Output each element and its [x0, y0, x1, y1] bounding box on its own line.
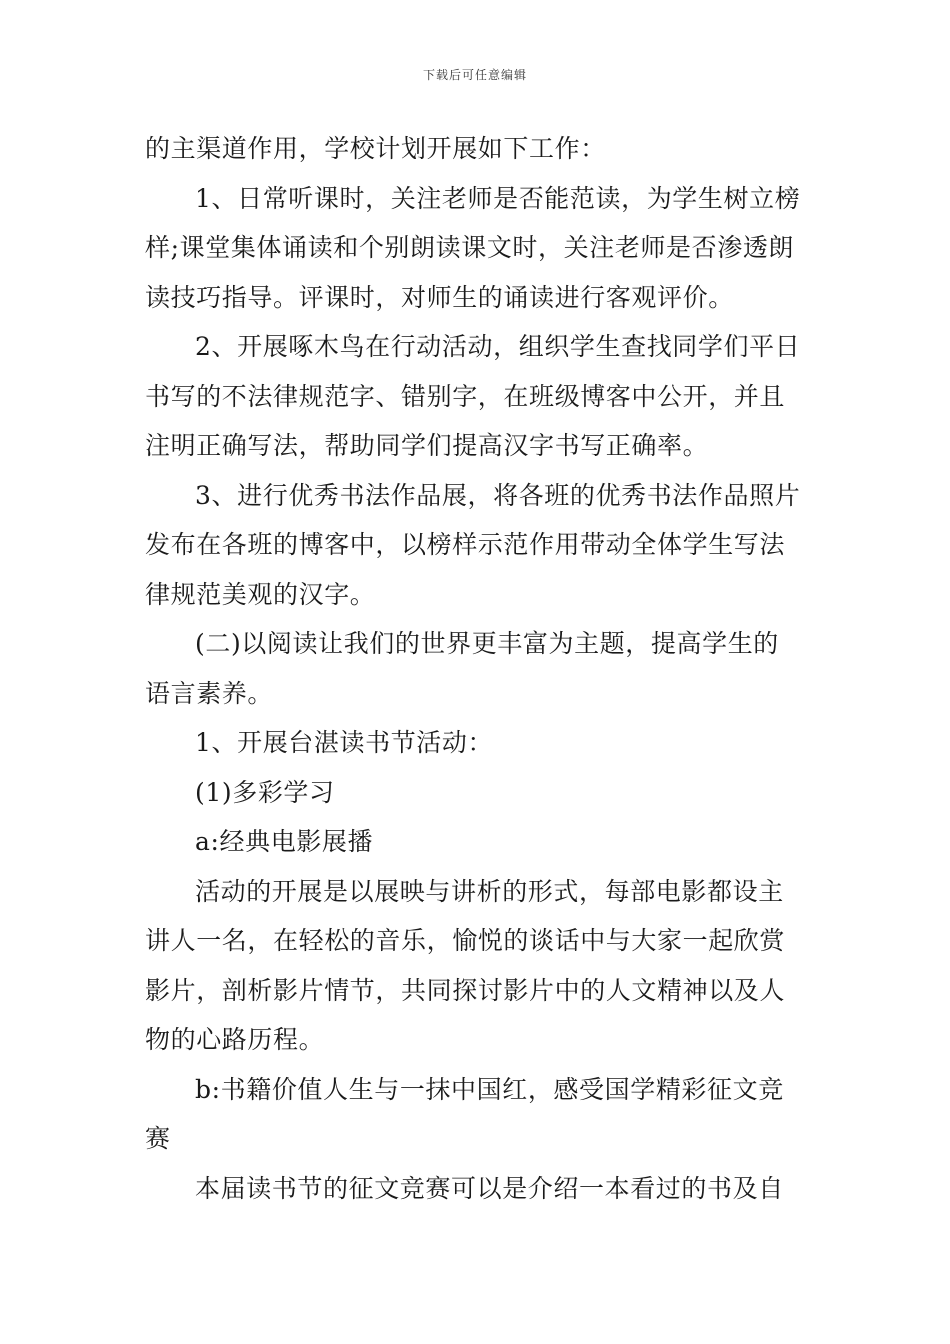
text-line: 书写的不法律规范字、错别字，在班级博客中公开，并且 — [145, 381, 786, 411]
text-line: 律规范美观的汉字。 — [145, 579, 376, 609]
text-line: 样;课堂集体诵读和个别朗读课文时，关注老师是否渗透朗 — [145, 233, 795, 262]
text-line: b:书籍价值人生与一抹中国红，感受国学精彩征文竞 — [195, 1074, 784, 1104]
page-header: 下载后可任意编辑 — [422, 68, 527, 82]
text-line: a:经典电影展播 — [195, 827, 374, 856]
text-line: 影片，剖析影片情节，共同探讨影片中的人文精神以及人 — [145, 975, 786, 1005]
text-line: 读技巧指导。评课时，对师生的诵读进行客观评价。 — [145, 282, 734, 312]
text-line: 1、日常听课时，关注老师是否能范读，为学生树立榜 — [195, 183, 801, 213]
text-line: 赛 — [145, 1124, 171, 1153]
text-line: 1、开展台湛读书节活动： — [195, 728, 494, 757]
text-line: 本届读书节的征文竞赛可以是介绍一本看过的书及自 — [195, 1173, 784, 1203]
text-line: 语言素养。 — [145, 678, 274, 708]
text-line: 2、开展啄木鸟在行动活动，组织学生查找同学们平日 — [195, 332, 801, 361]
text-line: 物的心路历程。 — [145, 1025, 325, 1054]
text-line: 3、进行优秀书法作品展，将各班的优秀书法作品照片 — [195, 480, 801, 510]
text-line: 讲人一名，在轻松的音乐，愉悦的谈话中与大家一起欣赏 — [145, 926, 786, 955]
text-line: 的主渠道作用，学校计划开展如下工作： — [145, 134, 606, 163]
text-line: 发布在各班的博客中，以榜样示范作用带动全体学生写法 — [145, 530, 786, 559]
text-line: (二)以阅读让我们的世界更丰富为主题，提高学生的 — [195, 629, 779, 658]
text-line: 注明正确写法，帮助同学们提高汉字书写正确率。 — [145, 431, 709, 460]
text-line: 活动的开展是以展映与讲析的形式，每部电影都设主 — [195, 876, 784, 906]
text-line: (1)多彩学习 — [195, 777, 335, 807]
document-body — [145, 124, 810, 1213]
